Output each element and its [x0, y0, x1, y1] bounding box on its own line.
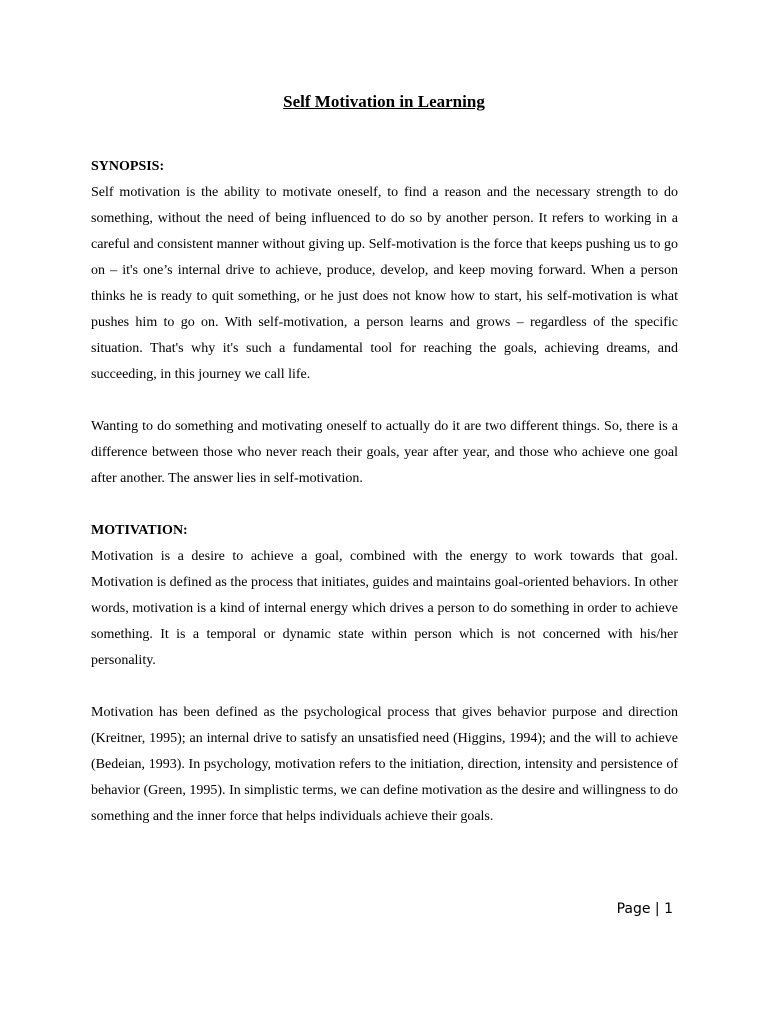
- page-title: Self Motivation in Learning: [283, 92, 485, 111]
- synopsis-paragraph-1: Self motivation is the ability to motivate oneself, to find a reason and the necessary strength to do something, without the need of being influenced to do so by another person. It refers to working in a careful and consistent manner without giving up. Self-motivation is the force that keeps pushing us to go on – it's one’s internal drive to achieve, produce, develop, and keep moving forward. When a person thinks he is ready to quit something, or he just does not know how to start, his self-motivation is what pushes him to go on. With self-motivation, a person learns and grows – regardless of the specific situation. That's why it's such a fundamental tool for reaching the goals, achieving dreams, and succeeding, in this journey we call life.: [91, 185, 678, 382]
- motivation-paragraph-2: Motivation has been defined as the psychological process that gives behavior purpose and direction (Kreitner, 1995); an internal drive to satisfy an unsatisfied need (Higgins, 1994); and the will to achieve (Bedeian, 1993). In psychology, motivation refers to the initiation, direction, intensity and persistence of behavior (Green, 1995). In simplistic terms, we can define motivation as the desire and willingness to do something and the inner force that helps individuals achieve their goals.: [91, 705, 678, 824]
- paragraph-spacer: [91, 674, 678, 700]
- section-heading-motivation: MOTIVATION:: [91, 523, 188, 538]
- document-body: [91, 154, 678, 830]
- page-number-footer: Page | 1: [616, 901, 673, 917]
- motivation-paragraph-1: Motivation is a desire to achieve a goal, combined with the energy to work towards that goal. Motivation is defined as the process that initiates, guides and maintains goal-oriented behaviors. In other words, motivation is a kind of internal energy which drives a person to do something in order to achieve something. It is a temporal or dynamic state within person which is not concerned with his/her personality.: [91, 549, 678, 668]
- paragraph-spacer: [91, 492, 678, 518]
- synopsis-paragraph-2: Wanting to do something and motivating oneself to actually do it are two different things. So, there is a difference between those who never reach their goals, year after year, and those who achieve one goal after another. The answer lies in self-motivation.: [91, 419, 678, 486]
- section-heading-synopsis: SYNOPSIS:: [91, 159, 165, 174]
- paragraph-spacer: [91, 388, 678, 414]
